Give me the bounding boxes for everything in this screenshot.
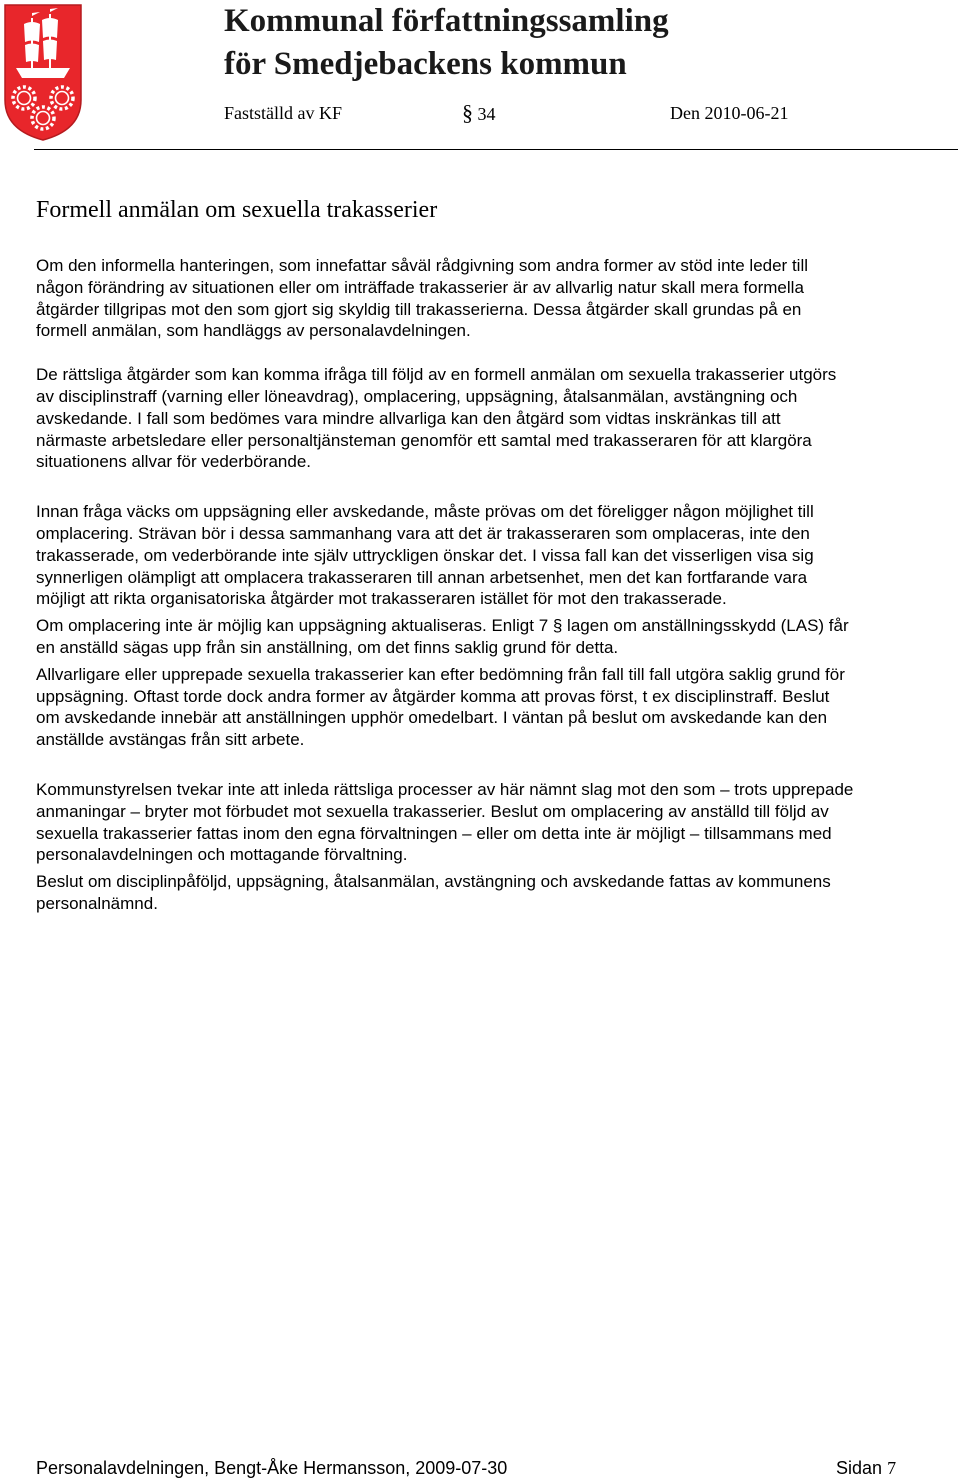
paragraph-termination: Om omplacering inte är möjlig kan uppsägning aktualiseras. Enligt 7 § lagen om anställningsskydd (LAS) får en anställd sägas upp från sin anställning, om det finns saklig grund för detta. <box>36 616 849 657</box>
publication-title-line-2: för Smedjebackens kommun <box>224 46 627 82</box>
section-symbol: § <box>462 100 473 125</box>
paragraph-legal-measures: De rättsliga åtgärder som kan komma ifråga till följd av en formell anmälan om sexuella trakasserier utgörs av disciplinstraff (varning eller löneavdrag), omplacering, uppsägning, åtalsanmälan, avstängning och avskedande. I fall som bedömes vara mindre allvarliga kan den åtgärd som vidtas inskränkas till att närmaste arbetsledare eller personaltjänsteman genomför ett samtal med trakasseraren för att klargöra situationens allvar för vederbörande. <box>36 365 837 472</box>
page-label: Sidan <box>836 1458 883 1478</box>
section-reference <box>462 100 496 127</box>
header-divider <box>34 149 958 150</box>
paragraph-legal-processes: Kommunstyrelsen tvekar inte att inleda rättsliga processer av här nämnt slag mot den som – trots upprepade anmaningar – bryter mot förbudet mot sexuella trakasserier. Beslut om omplacering av anställd till följd av sexuella trakasserier fattas inom den egna förvaltningen – eller om detta inte är möjligt – tillsammans med personalavdelningen och mottagande förvaltning. <box>36 779 854 865</box>
adopted-by: Fastställd av KF <box>224 103 343 123</box>
paragraph-informal-handling: Om den informella hanteringen, som innefattar såväl rådgivning som andra former av stöd inte leder till någon förändring av situationen eller om inträffade trakasserier är av allvarlig natur skall mera formella åtgärder tillgripas mot den som gjort sig skyldig till trakasserierna. Dessa åtgärder skall grundas på en formell anmälan, som handläggs av personalavdelningen. <box>36 256 808 341</box>
page-number: 7 <box>887 1458 897 1478</box>
coat-of-arms-icon <box>2 2 84 142</box>
publication-title-line-1: Kommunal författningssamling <box>224 3 669 39</box>
publication-title <box>224 0 669 86</box>
adoption-date: Den 2010-06-21 <box>670 103 789 123</box>
document-title: Formell anmälan om sexuella trakasserier <box>36 197 438 223</box>
footer-author: Personalavdelningen, Bengt-Åke Hermansson, 2009-07-30 <box>36 1458 508 1478</box>
paragraph-relocation: Innan fråga väcks om uppsägning eller avskedande, måste prövas om det föreligger någon möjlighet till omplacering. Strävan bör i dessa sammanhang vara att det är trakasseraren som omplaceras, inte den trakasserade, om vederbörande inte själv uttryckligen önskar det. I vissa fall kan det visserligen visa sig synnerligen olämpligt att omplacera trakasseraren till annan arbetsenhet, men det kan fortfarande vara möjligt att rikta organisatoriska åtgärder mot trakasseraren istället för mot den trakasserade. <box>36 502 814 609</box>
document-body <box>36 255 958 915</box>
section-number: 34 <box>477 104 496 124</box>
paragraph-dismissal: Allvarligare eller upprepade sexuella trakasserier kan efter bedömning från fall till fall utgöra saklig grund för uppsägning. Oftast torde dock andra former av åtgärder komma att provas först, t ex disciplinstraff. Beslut om avskedande innebär att anställningen upphör omedelbart. I väntan på beslut om avskedande kan den anställde avstängas från sitt arbete. <box>36 664 845 750</box>
paragraph-decision-authority: Beslut om disciplinpåföljd, uppsägning, åtalsanmälan, avstängning och avskedande fattas av kommunens personalnämnd. <box>36 872 831 913</box>
page-indicator <box>836 1456 896 1480</box>
